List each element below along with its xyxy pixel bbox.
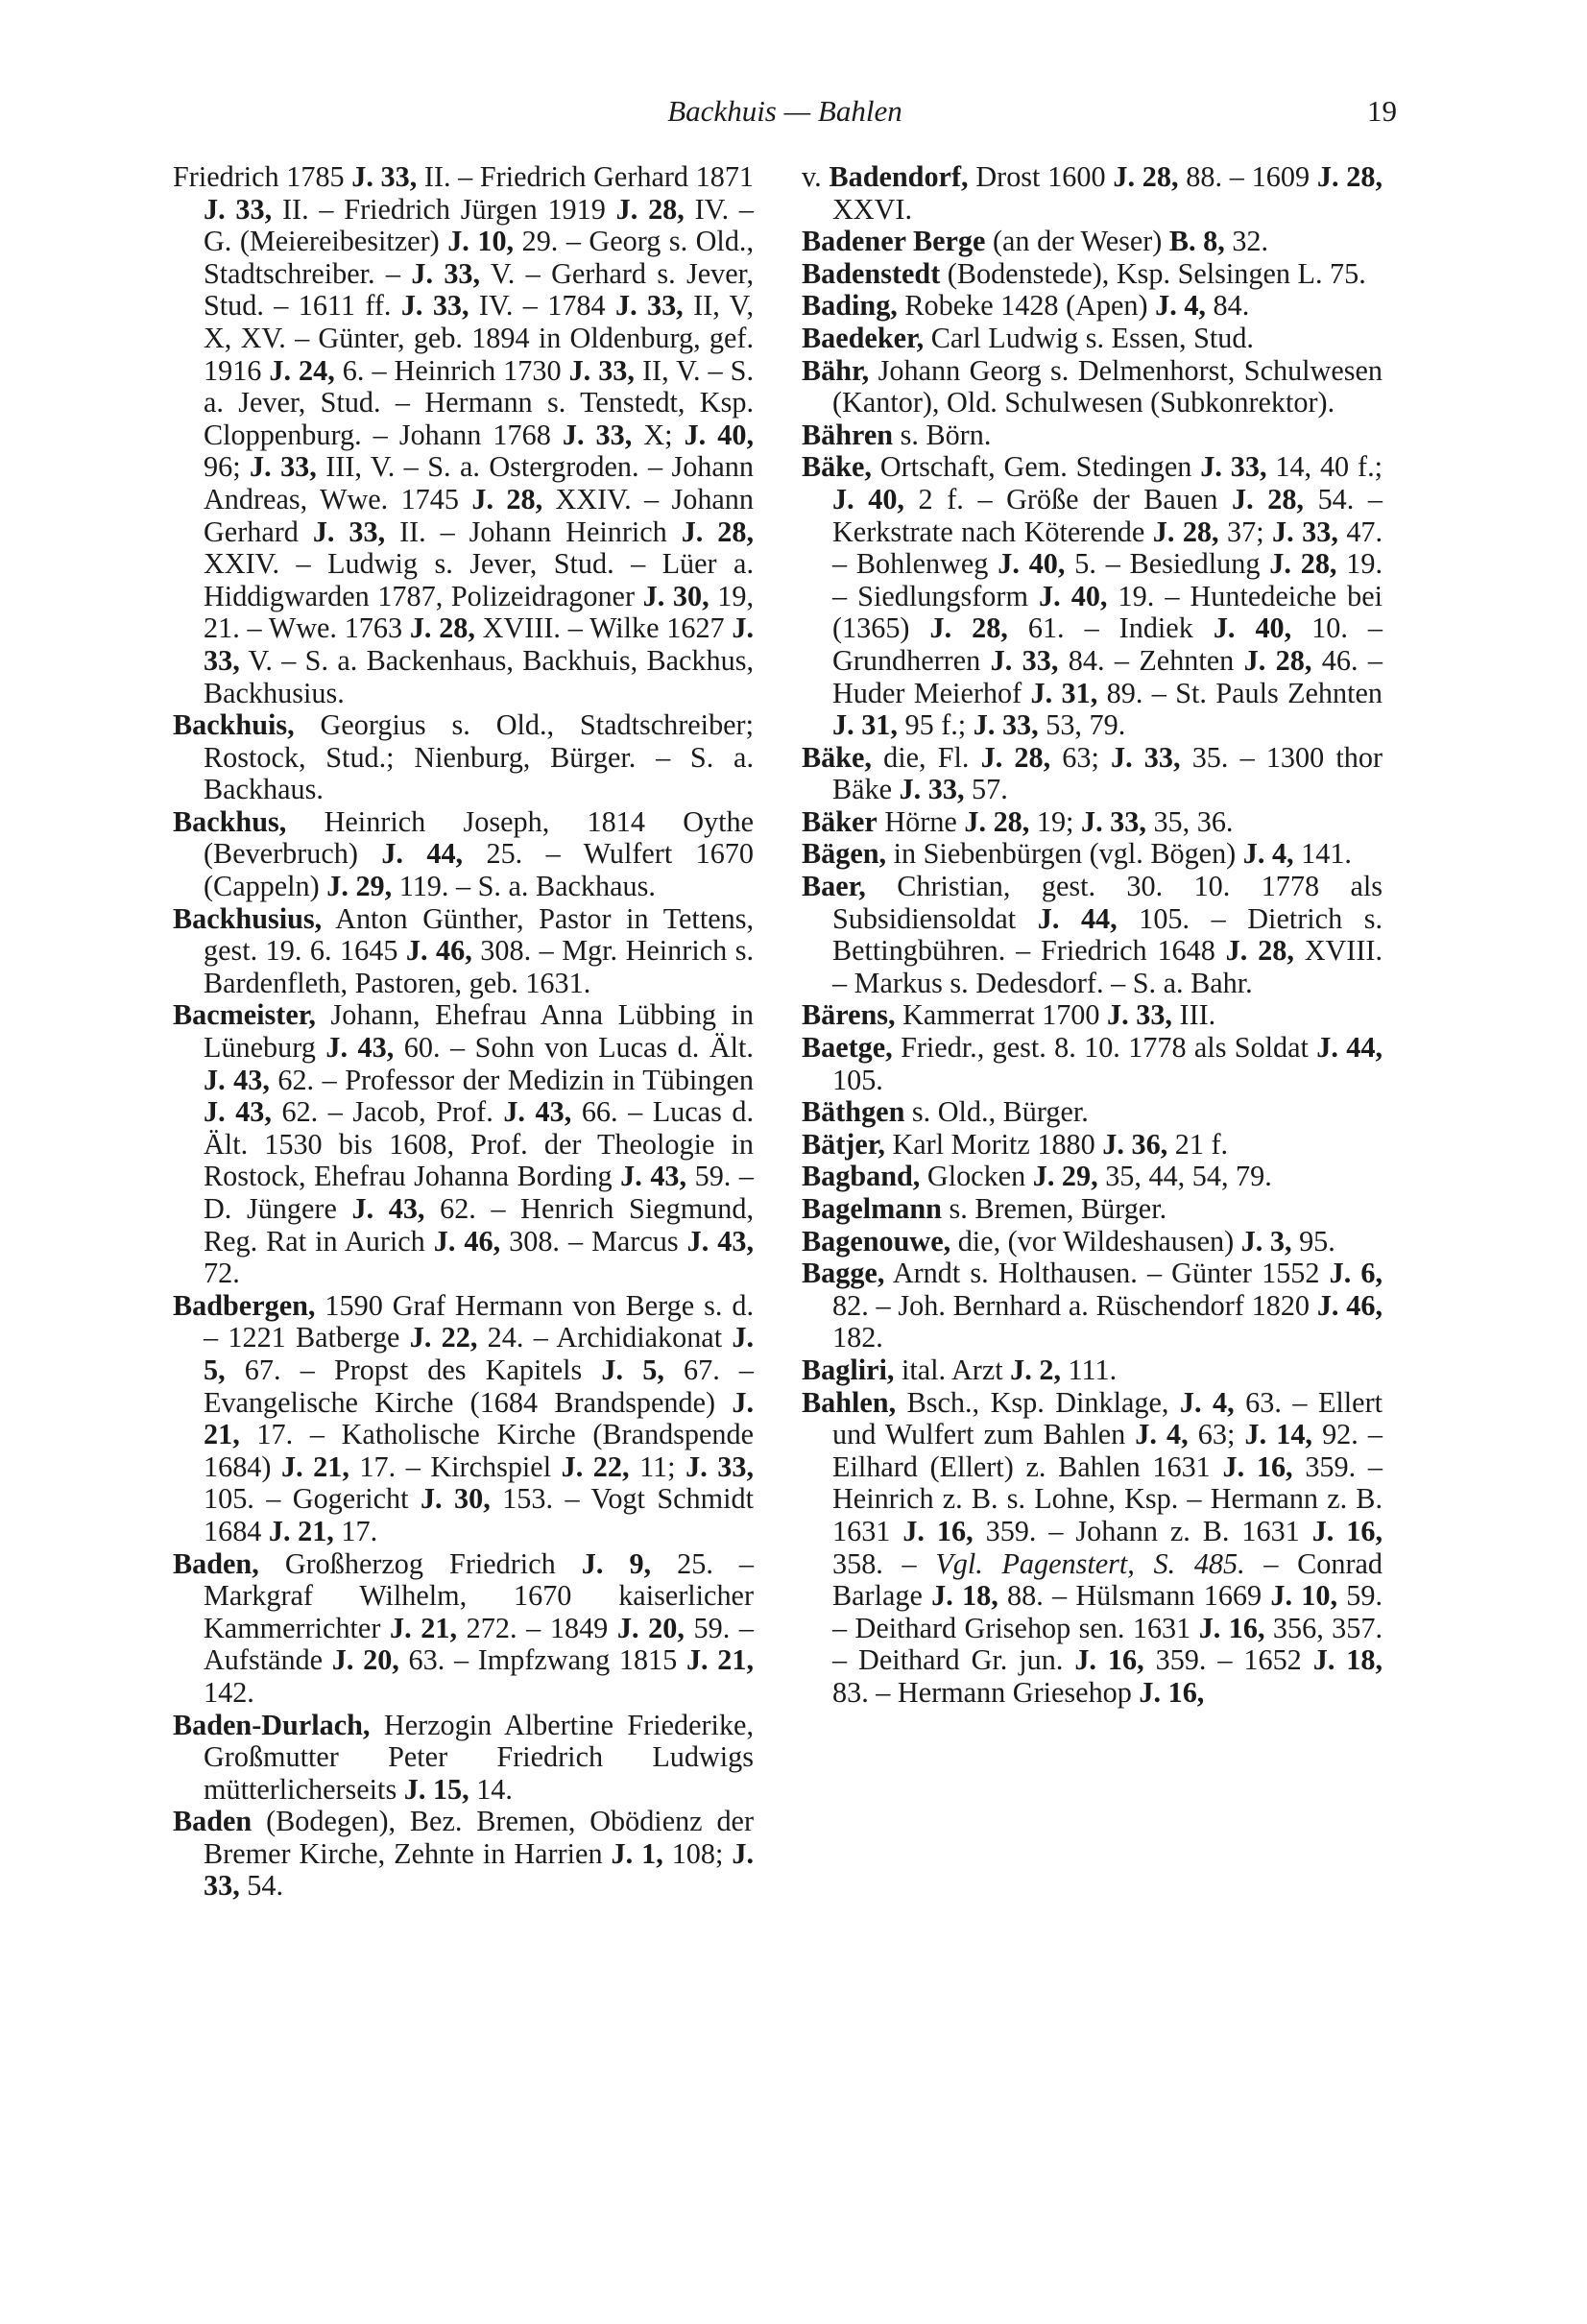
entry-text: 19; <box>1029 804 1081 838</box>
entry-bold-text: J. 10, <box>447 225 515 258</box>
entry-text: 59. – Deithard Grisehop sen. 1631 <box>832 1579 1383 1644</box>
entry-text: 95. <box>1291 1224 1335 1258</box>
entry-text: Georgius s. Old., Stadtschreiber; Rostock, Stud.; Nienburg, Bürger. – S. a. Backhaus. <box>204 708 754 806</box>
index-entry <box>173 1548 754 1710</box>
entry-bold-text: Badbergen, <box>173 1288 316 1322</box>
entry-bold-text: Backhuis, <box>173 708 295 742</box>
index-entry <box>173 1806 754 1903</box>
entry-bold-text: J. 16, <box>1311 1514 1383 1547</box>
entry-bold-text: J. 30, <box>642 579 709 612</box>
entry-bold-text: J. 30, <box>420 1482 491 1516</box>
entry-bold-text: J. 33, <box>1272 515 1338 548</box>
entry-text: 19, 21. – Wwe. 1763 <box>204 579 755 645</box>
entry-bold-text: J. 28, <box>615 192 685 226</box>
entry-text: II. – Friedrich Jürgen 1919 <box>272 192 616 226</box>
entry-bold-text: J. 18, <box>1312 1643 1383 1677</box>
entry-bold-text: J. 28, <box>980 740 1051 774</box>
entry-bold-text: Bähren <box>802 418 894 451</box>
entry-bold-text: J. 21, <box>268 1514 334 1547</box>
entry-text: XXIV. – Ludwig s. Jever, Stud. – Lüer a. Hiddigwarden 1787, Polizeidragoner <box>204 547 754 612</box>
entry-text: die, Fl. <box>871 740 981 774</box>
index-entry <box>802 1258 1383 1354</box>
entry-text: 63. – Impfzwang 1815 <box>398 1643 686 1677</box>
entry-text: XVIII. – Markus s. Dedesdorf. – S. a. Bahr. <box>832 934 1383 999</box>
entry-text: 1590 Graf Hermann von Berge s. d. – 1221 Batberge <box>204 1288 754 1354</box>
entry-bold-text: J. 2, <box>1010 1353 1061 1386</box>
entry-text: 66. – Lucas d. Ält. 1530 bis 1608, Prof. der Theologie in Rostock, Ehefrau Johanna Bording <box>204 1095 755 1193</box>
entry-text: (Bodenstede), Ksp. Selsingen L. 75. <box>940 256 1366 290</box>
index-entry <box>802 258 1383 291</box>
entry-bold-text: J. 20, <box>616 1611 685 1644</box>
entry-bold-text: J. 31, <box>832 708 898 742</box>
entry-bold-text: J. 43, <box>503 1095 572 1129</box>
entry-text: 84. – Zehnten <box>1058 643 1244 677</box>
index-entry <box>802 999 1383 1032</box>
entry-text: 61. – Indiek <box>1007 611 1214 645</box>
index-entry <box>802 1161 1383 1193</box>
entry-bold-text: Bärens, <box>802 998 896 1032</box>
entry-text: 17. – Kirchspiel <box>349 1450 562 1483</box>
entry-text: 35, 36. <box>1145 804 1234 838</box>
entry-text: 24. – Archidiakonat <box>477 1321 733 1354</box>
entry-text: III. <box>1171 998 1216 1032</box>
entry-bold-text: Baden-Durlach, <box>173 1708 371 1741</box>
entry-text: 59. – D. Jüngere <box>204 1160 755 1225</box>
entry-bold-text: J. 1, <box>611 1836 663 1870</box>
index-entry <box>802 290 1383 323</box>
entry-text: (an der Weser) <box>985 225 1169 258</box>
entry-bold-text: Bagge, <box>802 1257 885 1290</box>
entry-bold-text: J. 4, <box>1242 837 1294 871</box>
entry-text: Heinrich Joseph, 1814 Oythe (Beverbruch) <box>204 804 754 871</box>
entry-text: 32. <box>1224 225 1269 258</box>
entry-text: 21 f. <box>1167 1127 1229 1161</box>
entry-text: 37; <box>1218 515 1273 548</box>
entry-bold-text: J. 28, <box>1225 934 1294 968</box>
entry-bold-text: Bähr, <box>802 353 870 387</box>
entry-text: 308. – Marcus <box>500 1224 687 1258</box>
entry-bold-text: J. 28, <box>409 611 475 645</box>
entry-text: 92. – Eilhard (Ellert) z. Bahlen 1631 <box>832 1418 1383 1483</box>
entry-bold-text: J. 21, <box>685 1643 754 1677</box>
entry-text: 10. – Grundherren <box>832 611 1383 677</box>
entry-bold-text: J. 4, <box>1155 289 1206 323</box>
index-entry <box>802 806 1383 839</box>
entry-text: 5. – Besiedlung <box>1065 547 1270 581</box>
entry-text: 84. <box>1205 289 1250 323</box>
entry-bold-text: Bahlen, <box>802 1385 897 1419</box>
entry-text: 83. – Hermann Griesehop <box>832 1675 1140 1709</box>
entry-bold-text: J. 18, <box>931 1579 998 1613</box>
index-entry <box>173 903 754 1000</box>
entry-bold-text: J. 24, <box>269 353 335 387</box>
entry-bold-text: J. 28, <box>1316 160 1383 193</box>
entry-bold-text: J. 4, <box>1179 1385 1235 1419</box>
entry-bold-text: J. 33, <box>899 773 965 806</box>
index-entry <box>173 806 754 903</box>
index-entry <box>173 999 754 1289</box>
entry-text: II, V, X, XV. – Günter, geb. 1894 in Oldenburg, gef. 1916 <box>204 289 755 387</box>
entry-bold-text: Baedeker, <box>802 321 925 354</box>
entry-bold-text: Baden, <box>173 1546 259 1580</box>
entry-bold-text: J. 43, <box>351 1192 425 1225</box>
entry-text: Friedrich 1785 <box>173 160 352 193</box>
entry-bold-text: J. 29, <box>326 870 393 903</box>
index-entry <box>173 1710 754 1807</box>
entry-bold-text: Baden <box>173 1805 252 1838</box>
entry-bold-text: J. 33, <box>1200 450 1267 484</box>
entry-bold-text: J. 22, <box>561 1450 630 1483</box>
entry-bold-text: J. 28, <box>1243 643 1312 677</box>
entry-bold-text: Bäthgen <box>802 1095 905 1129</box>
entry-text: 359. – Johann z. B. 1631 <box>973 1514 1312 1547</box>
entry-text: ital. Arzt <box>894 1353 1011 1386</box>
entry-bold-text: J. 21, <box>280 1450 349 1483</box>
entry-text: 67. – Propst des Kapitels <box>225 1353 602 1386</box>
entry-bold-text: Badenstedt <box>802 256 941 290</box>
entry-text: 35. – 1300 thor Bäke <box>832 740 1383 806</box>
entry-bold-text: J. 40, <box>1213 611 1292 645</box>
entry-bold-text: J. 5, <box>204 1321 754 1386</box>
index-entry <box>173 1290 754 1548</box>
entry-bold-text: Bagband, <box>802 1160 921 1193</box>
entry-bold-text: J. 21, <box>204 1385 754 1451</box>
entry-bold-text: J. 4, <box>1135 1418 1189 1451</box>
entry-bold-text: J. 20, <box>331 1643 399 1677</box>
entry-bold-text: J. 9, <box>581 1546 652 1580</box>
entry-text: Arndt s. Holthausen. – Günter 1552 <box>884 1257 1330 1290</box>
entry-text: 25. – Markgraf Wilhelm, 1670 kaiserlicher Kammerrichter <box>204 1546 755 1644</box>
entry-bold-text: Bäker <box>802 804 878 838</box>
entry-bold-text: J. 28, <box>1152 515 1219 548</box>
index-entry <box>802 1129 1383 1162</box>
entry-text: 14, 40 f.; <box>1266 450 1383 484</box>
entry-bold-text: Baetge, <box>802 1031 893 1065</box>
entry-text: Christian, gest. 30. 10. 1778 als Subsidiensoldat <box>832 870 1383 935</box>
entry-bold-text: J. 16, <box>902 1514 974 1547</box>
entry-text: 63; <box>1050 740 1112 774</box>
entry-text: 62. – Professor der Medizin in Tübingen <box>269 1063 754 1096</box>
entry-text: XXVI. <box>832 192 913 226</box>
entry-text: 62. – Jacob, Prof. <box>271 1095 504 1129</box>
entry-bold-text: J. 28, <box>1113 160 1179 193</box>
entry-bold-text: J. 33, <box>614 289 684 323</box>
entry-bold-text: Backhusius, <box>173 901 323 935</box>
entry-bold-text: J. 43, <box>204 1063 270 1096</box>
entry-text: 46. – Huder Meierhof <box>832 643 1383 709</box>
entry-text: 60. – Sohn von Lucas d. Ält. <box>394 1031 754 1065</box>
index-entry <box>802 226 1383 258</box>
entry-text: IV. – 1784 <box>469 289 615 323</box>
index-entry <box>802 838 1383 871</box>
running-header <box>173 90 1397 132</box>
entry-text: 356, 357. – Deithard Gr. jun. <box>832 1611 1383 1677</box>
entry-bold-text: J. 16, <box>1222 1450 1293 1483</box>
index-entry <box>802 161 1383 226</box>
entry-text: 308. – Mgr. Heinrich s. Bardenfleth, Pastoren, geb. 1631. <box>204 934 754 999</box>
entry-text: die, (vor Wildeshausen) <box>950 1224 1241 1258</box>
index-entry <box>802 1387 1383 1710</box>
entry-text: Bsch., Ksp. Dinklage, <box>896 1385 1180 1419</box>
right-column <box>802 161 1383 1710</box>
entry-text: 359. – Heinrich z. B. s. Lohne, Ksp. – Hermann z. B. 1631 <box>832 1450 1383 1547</box>
entry-text: II. – Johann Heinrich <box>385 515 682 548</box>
entry-bold-text: J. 3, <box>1240 1224 1292 1258</box>
entry-bold-text: J. 44, <box>381 837 464 871</box>
entry-bold-text: Bätjer, <box>802 1127 885 1161</box>
entry-text: III, V. – S. a. Ostergroden. – Johann Andreas, Wwe. 1745 <box>204 450 754 515</box>
entry-text: 59. – Aufstände <box>204 1611 755 1677</box>
entry-text: 67. – Evangelische Kirche (1684 Brandspende) <box>204 1353 754 1419</box>
entry-text: 54. – Kerkstrate nach Köterende <box>832 482 1383 548</box>
entry-text: Friedr., gest. 8. 10. 1778 als Soldat <box>892 1031 1317 1065</box>
entry-bold-text: Baer, <box>802 870 866 903</box>
entry-bold-text: J. 16, <box>1198 1611 1265 1644</box>
entry-bold-text: Bagelmann <box>802 1192 942 1225</box>
entry-bold-text: J. 16, <box>1139 1675 1205 1709</box>
entry-text: 19. – Huntedeiche bei (1365) <box>832 579 1383 645</box>
entry-bold-text: J. 28, <box>471 482 543 515</box>
entry-bold-text: J. 44, <box>1316 1031 1383 1065</box>
entry-bold-text: J. 10, <box>1270 1579 1337 1613</box>
entry-text: 108; <box>662 1836 733 1870</box>
entry-bold-text: Badener Berge <box>802 225 986 258</box>
header-title: Backhuis — Bahlen <box>667 94 902 128</box>
index-entry <box>802 1096 1383 1129</box>
entry-text: II. – Friedrich Gerhard 1871 <box>417 160 755 193</box>
entry-bold-text: J. 33, <box>1107 998 1172 1032</box>
entry-bold-text: Backhus, <box>173 804 287 838</box>
entry-text: s. Bremen, Bürger. <box>941 1192 1167 1225</box>
entry-text: X; <box>632 418 685 451</box>
entry-text: Großherzog Friedrich <box>258 1546 582 1580</box>
entry-bold-text: Bading, <box>802 289 898 323</box>
entry-text: 6. – Heinrich 1730 <box>334 353 569 387</box>
entry-bold-text: J. 6, <box>1329 1257 1383 1290</box>
entry-text: Karl Moritz 1880 <box>884 1127 1103 1161</box>
entry-bold-text: J. 33, <box>1111 740 1181 774</box>
entry-bold-text: Bagliri, <box>802 1353 895 1386</box>
entry-bold-text: Bacmeister, <box>173 998 316 1032</box>
index-entry <box>802 742 1383 806</box>
entry-text: 57. <box>964 773 1008 806</box>
entry-text: 153. – Vogt Schmidt 1684 <box>204 1482 754 1547</box>
entry-text: Drost 1600 <box>968 160 1114 193</box>
entry-bold-text: Bägen, <box>802 837 887 871</box>
entry-text: 14. <box>469 1772 513 1806</box>
entry-text: 182. <box>832 1321 883 1354</box>
entry-text: 82. – Joh. Bernhard a. Rüschendorf 1820 <box>832 1288 1317 1322</box>
entry-bold-text: J. 28, <box>1269 547 1337 581</box>
entry-text: 142. <box>204 1675 254 1709</box>
entry-bold-text: J. 33, <box>973 708 1039 742</box>
entry-bold-text: J. 43, <box>204 1095 272 1129</box>
entry-text: 72. <box>204 1257 240 1290</box>
entry-text: 17. <box>333 1514 378 1547</box>
index-entry <box>802 323 1383 355</box>
entry-bold-text: J. 28, <box>681 515 755 548</box>
page-number: 19 <box>1367 94 1397 128</box>
entry-text: 11; <box>629 1450 686 1483</box>
entry-text: (Bodegen), Bez. Bremen, Obödienz der Bremer Kirche, Zehnte in Harrien <box>204 1805 754 1870</box>
entry-text: Ortschaft, Gem. Stedingen <box>871 450 1201 484</box>
entry-bold-text: J. 5, <box>601 1353 664 1386</box>
index-entry <box>173 161 754 709</box>
entry-bold-text: J. 46, <box>1316 1288 1383 1322</box>
entry-bold-text: Bäke, <box>802 740 872 774</box>
entry-bold-text: J. 33, <box>990 643 1059 677</box>
entry-bold-text: J. 33, <box>568 353 635 387</box>
entry-bold-text: Bäke, <box>802 450 872 484</box>
entry-text: Robeke 1428 (Apen) <box>897 289 1156 323</box>
entry-text: s. Börn. <box>893 418 992 451</box>
entry-text: 358. – <box>832 1546 936 1580</box>
entry-bold-text: J. 33, <box>685 1450 755 1483</box>
index-entry <box>802 451 1383 741</box>
entry-bold-text: J. 33, <box>400 289 469 323</box>
entry-text: 105. <box>832 1063 883 1096</box>
entry-bold-text: J. 43, <box>325 1031 395 1065</box>
entry-bold-text: J. 40, <box>684 418 755 451</box>
index-entry <box>802 355 1383 419</box>
entry-bold-text: J. 14, <box>1244 1418 1312 1451</box>
index-entry <box>802 871 1383 999</box>
entry-bold-text: J. 28, <box>929 611 1008 645</box>
entry-text: in Siebenbürgen (vgl. Bögen) <box>886 837 1243 871</box>
entry-bold-text: Badendorf, <box>829 160 969 193</box>
entry-text: 88. – 1609 <box>1178 160 1317 193</box>
entry-bold-text: J. 31, <box>1030 676 1098 709</box>
entry-text: Herzogin Albertine Friederike, Großmutter Peter Friedrich Ludwigs mütterlicherseits <box>204 1708 754 1806</box>
entry-text: 63; <box>1188 1418 1245 1451</box>
entry-text: Johann, Ehefrau Anna Lübbing in Lüneburg <box>204 998 754 1065</box>
entry-italic-text: Vgl. Pagenstert, S. 485. <box>935 1546 1245 1580</box>
entry-text: Anton Günther, Pastor in Tettens, gest. 19. 6. 1645 <box>204 901 754 968</box>
entry-text: v. <box>802 160 830 193</box>
entry-text: 105. – Gogericht <box>204 1482 421 1516</box>
entry-text: 359. – 1652 <box>1143 1643 1313 1677</box>
entry-bold-text: J. 43, <box>620 1160 687 1193</box>
index-entry <box>802 1032 1383 1096</box>
index-entry <box>802 419 1383 452</box>
entry-text: s. Old., Bürger. <box>904 1095 1089 1129</box>
entry-bold-text: J. 33, <box>204 192 273 226</box>
entry-text: 88. – Hülsmann 1669 <box>998 1579 1271 1613</box>
entry-bold-text: J. 44, <box>1037 901 1118 935</box>
entry-bold-text: J. 33, <box>1080 804 1146 838</box>
entry-text: Hörne <box>877 804 965 838</box>
entry-text: 119. – S. a. Backhaus. <box>392 870 656 903</box>
entry-text: Kammerrat 1700 <box>895 998 1108 1032</box>
entry-bold-text: J. 36, <box>1102 1127 1168 1161</box>
entry-text: 25. – Wulfert 1670 (Cappeln) <box>204 837 754 903</box>
entry-bold-text: J. 21, <box>390 1611 458 1644</box>
entry-text: 95 f.; <box>897 708 974 742</box>
entry-text: 2 f. – Größe der Bauen <box>903 482 1233 515</box>
entry-text: XVIII. – Wilke 1627 <box>474 611 733 645</box>
entry-text: 111. <box>1061 1353 1118 1386</box>
entry-bold-text: J. 22, <box>409 1321 478 1354</box>
entry-text: 63. – Ellert und Wulfert zum Bahlen <box>832 1385 1383 1451</box>
entry-text: 141. <box>1293 837 1352 871</box>
entry-text: 19. – Siedlungsform <box>832 547 1383 612</box>
index-entry <box>802 1354 1383 1387</box>
entry-bold-text: J. 15, <box>403 1772 469 1806</box>
entry-bold-text: Bagenouwe, <box>802 1224 951 1258</box>
entry-bold-text: J. 40, <box>1039 579 1108 612</box>
entry-text: 96; <box>204 450 250 484</box>
index-entry <box>173 709 754 806</box>
entry-text: 47. – Bohlenweg <box>832 515 1383 581</box>
entry-text: 54. <box>239 1869 284 1903</box>
entry-bold-text: J. 33, <box>250 450 317 484</box>
index-entry <box>802 1193 1383 1226</box>
entry-text: V. – Gerhard s. Jever, Stud. – 1611 ff. <box>204 256 754 323</box>
entry-bold-text: J. 33, <box>204 611 755 677</box>
entry-text: Glocken <box>920 1160 1033 1193</box>
entry-text: Carl Ludwig s. Essen, Stud. <box>924 321 1254 354</box>
entry-bold-text: J. 33, <box>312 515 386 548</box>
entry-text: 53, 79. <box>1038 708 1126 742</box>
index-entry <box>802 1226 1383 1258</box>
entry-text: Johann Georg s. Delmenhorst, Schulwesen (Kantor), Old. Schulwesen (Subkonrektor). <box>832 353 1383 419</box>
entry-text: V. – S. a. Backenhaus, Backhuis, Backhus, Backhusius. <box>204 643 754 709</box>
entry-text: 89. – St. Pauls Zehnten <box>1097 676 1383 709</box>
entry-bold-text: B. 8, <box>1168 225 1225 258</box>
entry-text: – Conrad Barlage <box>832 1546 1383 1613</box>
entry-text: 105. – Dietrich s. Bettingbühren. – Friedrich 1648 <box>832 901 1383 968</box>
entry-text: XXIV. – Johann Gerhard <box>204 482 754 548</box>
entry-text: 35, 44, 54, 79. <box>1097 1160 1272 1193</box>
left-column <box>173 161 754 1903</box>
entry-bold-text: J. 33, <box>351 160 418 193</box>
entry-text: 272. – 1849 <box>457 1611 617 1644</box>
entry-bold-text: J. 28, <box>1232 482 1304 515</box>
entry-text: 29. – Georg s. Old., Stadtschreiber. – <box>204 225 755 290</box>
entry-text: IV. – G. (Meiereibesitzer) <box>204 192 754 258</box>
entry-bold-text: J. 33, <box>204 1836 754 1903</box>
entry-bold-text: J. 46, <box>405 934 472 968</box>
entry-text: 17. – Katholische Kirche (Brandspende 1684) <box>204 1418 754 1483</box>
entry-bold-text: J. 29, <box>1032 1160 1098 1193</box>
entry-text: II, V. – S. a. Jever, Stud. – Hermann s. Tenstedt, Ksp. Cloppenburg. – Johann 1768 <box>204 353 754 451</box>
entry-bold-text: J. 40, <box>998 547 1066 581</box>
entry-bold-text: J. 40, <box>832 482 904 515</box>
entry-bold-text: J. 33, <box>562 418 633 451</box>
entry-bold-text: J. 33, <box>411 256 481 290</box>
entry-text: 62. – Henrich Siegmund, Reg. Rat in Aurich <box>204 1192 755 1258</box>
entry-bold-text: J. 46, <box>433 1224 501 1258</box>
entry-bold-text: J. 28, <box>964 804 1030 838</box>
entry-bold-text: J. 43, <box>686 1224 754 1258</box>
entry-bold-text: J. 16, <box>1074 1643 1144 1677</box>
